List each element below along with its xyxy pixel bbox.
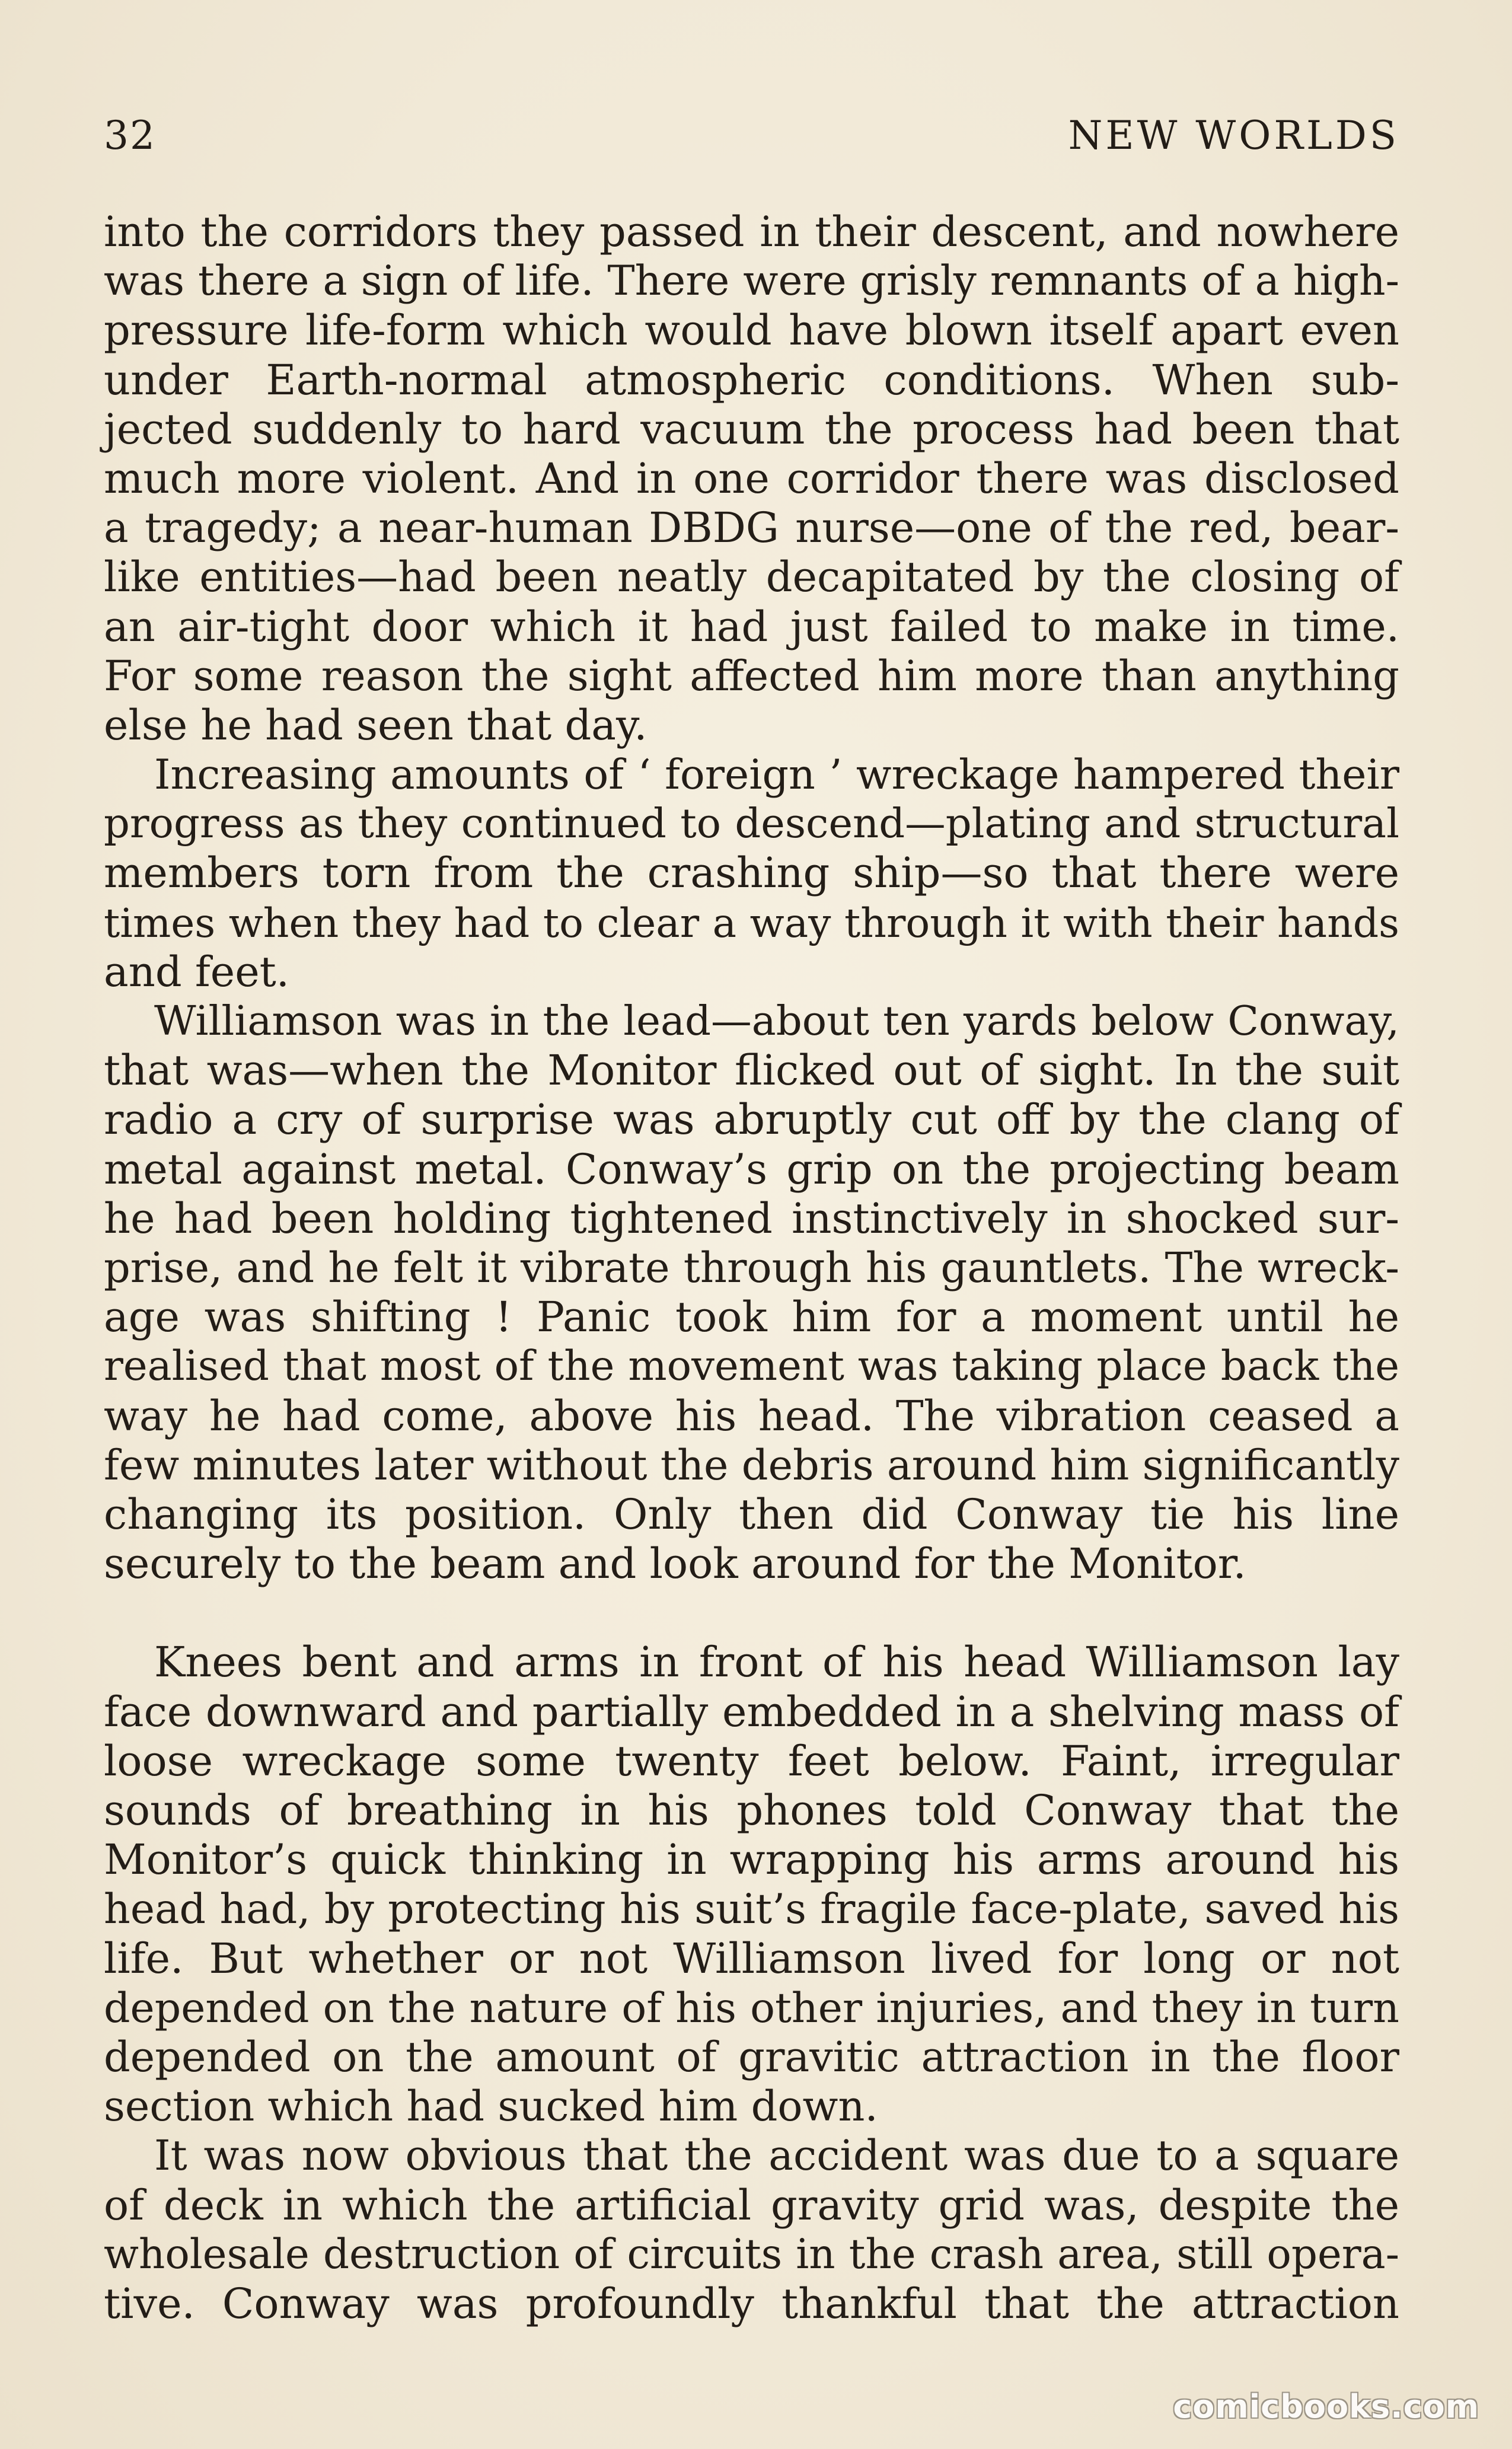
- page-header: [104, 113, 1399, 166]
- watermark-logo: comicbooks.com: [1173, 2388, 1479, 2425]
- text-line: depended on the nature of his other injuries, and they in turn: [104, 1984, 1399, 2032]
- text-line: that was—when the Monitor flicked out of sight. In the suit: [104, 1046, 1399, 1095]
- text-line: much more violent. And in one corridor there was disclosed: [104, 454, 1399, 503]
- text-line: he had been holding tightened instinctively in shocked sur-: [104, 1194, 1399, 1243]
- text-line: For some reason the sight affected him more than anything: [104, 651, 1399, 700]
- text-line: realised that most of the movement was taking place back the: [104, 1343, 1399, 1391]
- text-line: face downward and partially embedded in a shelving mass of: [104, 1687, 1399, 1736]
- text-line: else he had seen that day.: [104, 700, 647, 750]
- section-break: [104, 1589, 1399, 1638]
- text-line: progress as they continued to descend—plating and structural: [104, 800, 1399, 848]
- text-line: under Earth-normal atmospheric conditions. When sub-: [104, 355, 1399, 404]
- text-line: section which had sucked him down.: [104, 2082, 878, 2131]
- text-line: and feet.: [104, 947, 290, 996]
- text-line: like entities—had been neatly decapitated by the closing of: [104, 553, 1399, 602]
- text-line: radio a cry of surprise was abruptly cut off by the clang of: [104, 1095, 1399, 1144]
- text-line: members torn from the crashing ship—so that there were: [104, 849, 1399, 898]
- text-line: sounds of breathing in his phones told Conway that the: [104, 1786, 1399, 1835]
- text-line: pressure life-form which would have blown itself apart even: [104, 306, 1399, 355]
- text-line: of deck in which the artificial gravity grid was, despite the: [104, 2180, 1399, 2230]
- text-line: tive. Conway was profoundly thankful that the attraction: [104, 2279, 1399, 2328]
- text-line: head had, by protecting his suit’s fragile face-plate, saved his: [104, 1885, 1399, 1934]
- text-line: life. But whether or not Williamson lived for long or not: [104, 1934, 1399, 1983]
- text-line: a tragedy; a near-human DBDG nurse—one of the red, bear-: [104, 503, 1399, 553]
- text-line: Monitor’s quick thinking in wrapping his arms around his: [104, 1835, 1399, 1884]
- text-line: metal against metal. Conway’s grip on the projecting beam: [104, 1144, 1399, 1194]
- text-line: Increasing amounts of ‘ foreign ’ wreckage hampered their: [154, 751, 1399, 799]
- text-line: wholesale destruction of circuits in the crash area, still opera-: [104, 2230, 1399, 2278]
- text-line: into the corridors they passed in their descent, and nowhere: [104, 208, 1399, 256]
- text-line: depended on the amount of gravitic attraction in the floor: [104, 2032, 1399, 2081]
- text-line: securely to the beam and look around for the Monitor.: [104, 1539, 1246, 1589]
- body-text: [104, 208, 1399, 2329]
- text-line: It was now obvious that the accident was due to a square: [154, 2131, 1399, 2180]
- text-line: jected suddenly to hard vacuum the process had been that: [104, 404, 1399, 454]
- text-line: an air-tight door which it had just failed to make in time.: [104, 602, 1399, 651]
- text-line: Williamson was in the lead—about ten yards below Conway,: [154, 997, 1399, 1045]
- running-title: NEW WORLDS: [1068, 113, 1399, 158]
- text-line: times when they had to clear a way through it with their hands: [104, 899, 1399, 946]
- text-line: prise, and he felt it vibrate through his gauntlets. The wreck-: [104, 1243, 1399, 1292]
- text-line: way he had come, above his head. The vibration ceased a: [104, 1391, 1399, 1440]
- text-line: was there a sign of life. There were grisly remnants of a high-: [104, 257, 1399, 305]
- text-line: age was shifting ! Panic took him for a moment until he: [104, 1293, 1399, 1342]
- text-line: loose wreckage some twenty feet below. Faint, irregular: [104, 1736, 1399, 1785]
- text-line: Knees bent and arms in front of his head Williamson lay: [154, 1638, 1399, 1687]
- text-line: changing its position. Only then did Conway tie his line: [104, 1490, 1399, 1539]
- page-number: 32: [104, 113, 156, 158]
- text-line: few minutes later without the debris around him significantly: [104, 1440, 1399, 1490]
